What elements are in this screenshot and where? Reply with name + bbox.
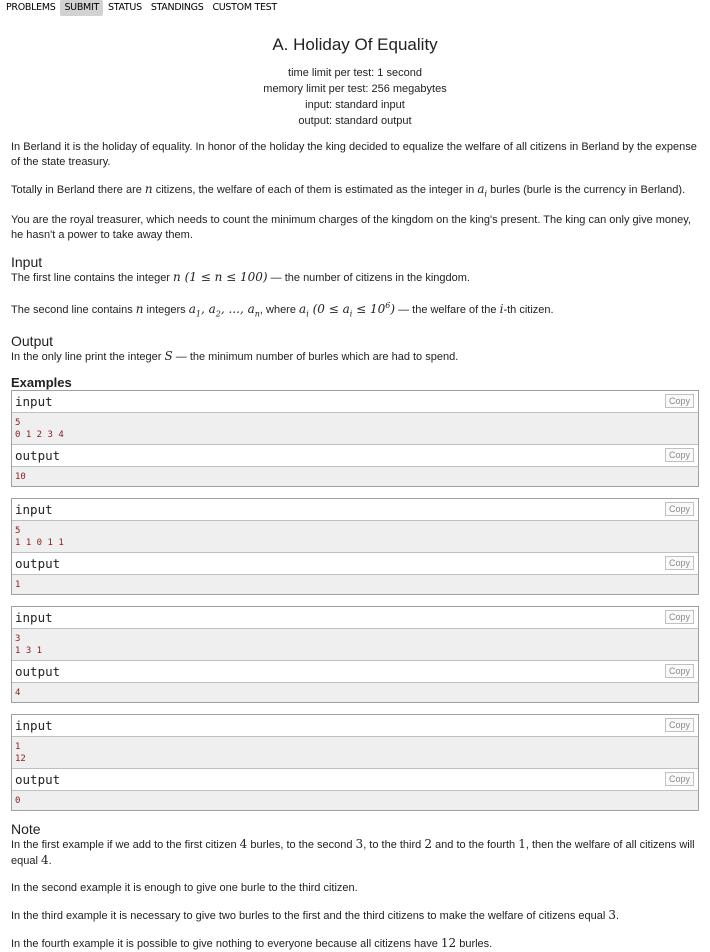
time-limit: time limit per test: 1 second	[288, 67, 422, 79]
example-1	[11, 390, 699, 487]
example-output[interactable]: 1	[12, 575, 698, 594]
text: and to the fourth	[431, 838, 519, 851]
input-label: input	[15, 393, 53, 409]
input-label: input	[15, 501, 53, 517]
note-paragraph-1	[11, 837, 699, 869]
example-2	[11, 498, 699, 595]
nav-submit[interactable]: SUBMIT	[60, 0, 103, 16]
example-output[interactable]: 0	[12, 791, 698, 810]
math-a: a	[477, 182, 485, 196]
top-navigation	[0, 0, 710, 16]
math-n: n	[135, 302, 144, 317]
text: In the only line print the integer	[11, 350, 165, 363]
copy-button[interactable]: Copy	[665, 718, 694, 732]
example-input[interactable]: 1 12	[12, 737, 698, 769]
text: , then the welfare of all citizens will equal	[11, 838, 695, 867]
output-label: output	[15, 447, 61, 463]
math-n-range: n (1 ≤ n ≤ 100)	[173, 270, 268, 285]
copy-button[interactable]: Copy	[665, 664, 694, 678]
text: — the number of citizens in the kingdom.	[267, 272, 470, 285]
math-ai-range: $a_i$ $(0 \le a_i \le 10^6)$	[299, 301, 396, 319]
text: The second line contains	[11, 304, 136, 317]
math-value: 3	[355, 836, 364, 851]
memory-limit: memory limit per test: 256 megabytes	[263, 83, 447, 95]
legend	[11, 140, 699, 243]
math-n: n	[144, 182, 153, 196]
math-value: 4	[40, 852, 49, 867]
input-label: input	[15, 609, 53, 625]
output-title: Output	[11, 332, 54, 349]
text: , to the third	[363, 838, 425, 851]
copy-button[interactable]: Copy	[665, 772, 694, 786]
example-4	[11, 714, 699, 811]
example-input[interactable]: 5 1 1 0 1 1	[12, 521, 698, 553]
example-input-header	[12, 391, 698, 413]
output-label: output	[15, 555, 61, 571]
nav-problems[interactable]: PROBLEMS	[6, 2, 56, 13]
legend-paragraph-2	[11, 182, 699, 201]
legend-paragraph-1: In Berland it is the holiday of equality. In honor of the holiday the king decided to equalize the welfare of all citizens in Berland by the expense of the state treasury.	[11, 141, 697, 168]
text: In the fourth example it is possible to give nothing to everyone because all citizens have	[11, 937, 441, 950]
text: In the third example it is necessary to give two burles to the first and the third citizens to make the welfare of citizens equal	[11, 909, 609, 922]
text: — the minimum number of burles which are had to spend.	[172, 350, 459, 363]
text: -th citizen.	[503, 304, 554, 317]
copy-button[interactable]: Copy	[665, 502, 694, 516]
output-specification	[11, 334, 699, 365]
input-specification	[11, 255, 699, 321]
example-output-header	[12, 445, 698, 467]
example-input-header	[12, 607, 698, 629]
input-title: Input	[11, 254, 43, 271]
examples-title: Examples	[11, 374, 72, 390]
example-input[interactable]: 3 1 3 1	[12, 629, 698, 661]
math-value: 4	[239, 836, 248, 851]
note-paragraph-4	[11, 936, 699, 952]
examples-section	[11, 375, 699, 811]
note-section	[11, 822, 699, 952]
math-value: 2	[424, 836, 432, 851]
text: .	[48, 854, 52, 867]
math-i: i	[499, 302, 504, 317]
input-paragraph-1	[11, 270, 699, 286]
input-label: input	[15, 717, 53, 733]
text: burles (burle is the currency in Berland).	[487, 184, 686, 196]
problem-statement	[0, 140, 710, 952]
output-paragraph	[11, 349, 699, 365]
example-output-header	[12, 769, 698, 791]
output-label: output	[15, 663, 61, 679]
note-paragraph-2: In the second example it is enough to give one burle to the third citizen.	[11, 881, 358, 894]
example-input-header	[12, 715, 698, 737]
text: .	[616, 909, 620, 922]
example-output-header	[12, 661, 698, 683]
example-input-header	[12, 499, 698, 521]
nav-standings[interactable]: STANDINGS	[150, 2, 204, 13]
problem-title: A. Holiday Of Equality	[272, 35, 438, 54]
text: burles.	[456, 937, 493, 950]
math-value: 3	[608, 907, 616, 922]
math-value: 1	[518, 836, 526, 851]
example-3	[11, 606, 699, 703]
text: In the first example if we add to the first citizen	[11, 838, 240, 851]
math-s: S	[164, 348, 173, 363]
copy-button[interactable]: Copy	[665, 448, 694, 462]
text: citizens, the welfare of each of them is estimated as the integer in	[152, 184, 478, 196]
note-paragraph-3	[11, 908, 699, 924]
output-label: output	[15, 771, 61, 787]
text: integers	[143, 304, 189, 317]
text: , where	[259, 304, 300, 317]
output-file: output: standard output	[298, 115, 412, 127]
math-value: 12	[440, 935, 457, 950]
problem-header	[0, 35, 710, 129]
input-file: input: standard input	[305, 99, 405, 111]
copy-button[interactable]: Copy	[665, 556, 694, 570]
text: Totally in Berland there are	[11, 184, 145, 196]
text: — the welfare of the	[395, 304, 500, 317]
copy-button[interactable]: Copy	[665, 394, 694, 408]
math-i: i	[484, 189, 488, 199]
math-a-list: $a_1$, $a_2$, ..., $a_n$	[188, 302, 260, 319]
text: The first line contains the integer	[11, 272, 174, 285]
input-paragraph-2	[11, 298, 699, 321]
legend-paragraph-3: You are the royal treasurer, which needs to count the minimum charges of the kingdom on the king's present. The king can only give money, he hasn't a power to take away them.	[11, 214, 692, 242]
note-title: Note	[11, 820, 41, 837]
example-output-header	[12, 553, 698, 575]
text: burles, to the second	[247, 838, 356, 851]
nav-custom-test[interactable]: CUSTOM TEST	[212, 2, 277, 13]
example-output[interactable]: 10	[12, 467, 698, 486]
math-ai	[477, 182, 488, 199]
nav-status[interactable]: STATUS	[107, 2, 142, 13]
example-input[interactable]: 5 0 1 2 3 4	[12, 413, 698, 445]
example-output[interactable]: 4	[12, 683, 698, 702]
copy-button[interactable]: Copy	[665, 610, 694, 624]
